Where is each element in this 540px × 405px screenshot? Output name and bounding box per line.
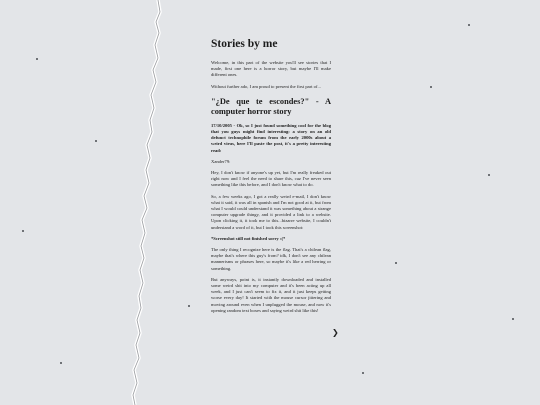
dust-speck [188, 305, 190, 307]
intro-paragraph: Welcome, in this part of the website you'll see stories that I made, first one here is a horror story, but maybe I'll make different ones. [211, 60, 331, 78]
dust-speck [468, 24, 470, 26]
post-author: Xander79: [211, 158, 231, 164]
page-title: Stories by me [211, 38, 278, 50]
dust-speck [395, 262, 397, 264]
story-paragraph: So, a few weeks ago, I got a really weird e-mail, I don't know what it said, it was all in spanish and I'm not good at it, but from what I would could understand it was something about a strange computer upgrade thingy, and it provided a link to a website. Upon clicking it, it took me to this...bizarre website, I couldn't understand a word of it, but I took this screenshot: [211, 193, 331, 230]
story-title: "¿De que te escondes?" - A computer horror story [211, 96, 331, 116]
text-cursor-icon: ❯ [332, 328, 339, 337]
story-paragraph: The only thing I recognize here is the flag. That's a chilean flag, maybe that's where this guy's from? idk, I don't see any chilean mannerisms or phrases here, so maybe it's like a red herring or something. [211, 247, 331, 271]
dust-speck [36, 58, 38, 60]
dust-speck [362, 372, 364, 374]
dust-speck [60, 362, 62, 364]
dust-speck [512, 318, 514, 320]
intro-paragraph: Without further ado, I am proud to present the first part of... [211, 83, 321, 89]
story-content [211, 38, 331, 319]
dust-speck [95, 140, 97, 142]
dust-speck [488, 174, 490, 176]
dust-speck [22, 230, 24, 232]
dust-speck [430, 86, 432, 88]
torn-paper-edge [0, 0, 180, 405]
story-paragraph: Hey, I don't know if anyone's up yet, but I'm really freaked out right now and I feel the need to share this, cuz I've never seen something like this before, and I don't know what to do. [211, 170, 331, 188]
story-lead: 17/10/2005 - Ok, so I just found something cool for the blog that you guys might find interesting: a story on an old defunct technophile forum from the early 2000s about a weird virus, here I'll paste the post, it's a pretty interesting read: [211, 122, 331, 153]
screenshot-note: *Screenshot still not finished sorry :(* [211, 235, 286, 241]
story-paragraph: But anyways, point is, it instantly downloaded and installed some weird shit into my computer and it's been acting up all week, and I just can't seem to fix it, and it just keeps getting worse every day! It started with the mouse cursor jittering and moving around even when I unplugged the mouse, and now it's opening random text boxes and saying weird shit like this! [211, 276, 331, 313]
